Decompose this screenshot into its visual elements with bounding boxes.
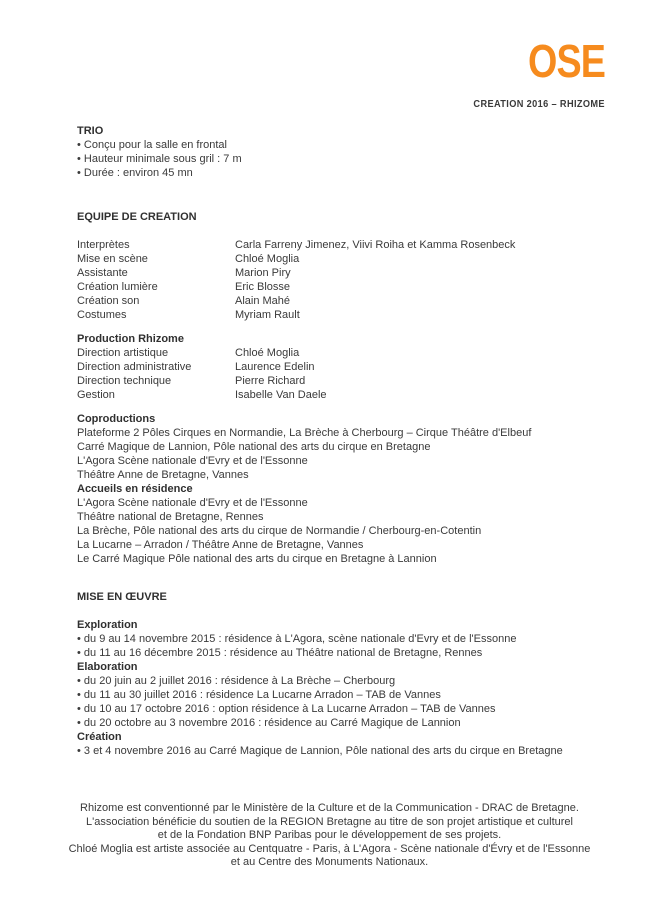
coproduction-line: Carré Magique de Lannion, Pôle national des arts du cirque en Bretagne	[77, 441, 431, 453]
credit-row	[77, 360, 619, 374]
accueil-line: L'Agora Scène nationale d'Evry et de l'Essonne	[77, 497, 308, 509]
credit-value: Pierre Richard	[235, 375, 306, 387]
footer-line: et de la Fondation BNP Paribas pour le développement de ses projets.	[157, 829, 502, 841]
schedule-bullet: • du 11 au 16 décembre 2015 : résidence au Théâtre national de Bretagne, Rennes	[77, 647, 483, 659]
accueil-line: Théâtre national de Bretagne, Rennes	[77, 511, 264, 523]
equipe-title: EQUIPE DE CREATION	[77, 211, 197, 223]
section-production-rhizome	[77, 332, 619, 402]
credit-row	[77, 346, 619, 360]
accueil-line: Le Carré Magique Pôle national des arts du cirque en Bretagne à Lannion	[77, 553, 437, 565]
header	[462, 36, 605, 110]
footer-credits	[20, 802, 639, 870]
credit-row	[77, 252, 619, 266]
credit-value: Chloé Moglia	[235, 347, 300, 359]
schedule-bullet: • du 20 octobre au 3 novembre 2016 : résidence au Carré Magique de Lannion	[77, 717, 461, 729]
coproduction-line: Théâtre Anne de Bretagne, Vannes	[77, 469, 249, 481]
trio-title: TRIO	[77, 125, 104, 137]
credit-label: Création son	[77, 295, 140, 307]
accueil-line: La Brèche, Pôle national des arts du cirque de Normandie / Cherbourg-en-Cotentin	[77, 525, 482, 537]
credit-value: Carla Farreny Jimenez, Viivi Roiha et Kamma Rosenbeck	[235, 239, 516, 251]
schedule-bullet: • du 11 au 30 juillet 2016 : résidence La Lucarne Arradon – TAB de Vannes	[77, 689, 441, 701]
accueils-title: Accueils en résidence	[77, 483, 193, 495]
coproduction-line: L'Agora Scène nationale d'Evry et de l'Essonne	[77, 455, 308, 467]
production-title: Production Rhizome	[77, 333, 184, 345]
credit-value: Marion Piry	[235, 267, 291, 279]
main-content	[77, 124, 619, 758]
schedule-bullet: • 3 et 4 novembre 2016 au Carré Magique de Lannion, Pôle national des arts du cirque en Bretagne	[77, 745, 563, 757]
credit-row	[77, 238, 619, 252]
subsection-creation	[77, 730, 619, 758]
section-mise-en-oeuvre	[77, 590, 619, 758]
elaboration-title: Elaboration	[77, 661, 138, 673]
trio-bullet: • Hauteur minimale sous gril : 7 m	[77, 153, 242, 165]
trio-bullet: • Durée : environ 45 mn	[77, 167, 193, 179]
credit-label: Direction technique	[77, 375, 172, 387]
subsection-exploration	[77, 618, 619, 660]
section-trio	[77, 124, 619, 180]
credit-value: Isabelle Van Daele	[235, 389, 327, 401]
section-coproductions	[77, 412, 619, 566]
credit-label: Création lumière	[77, 281, 158, 293]
schedule-bullet: • du 10 au 17 octobre 2016 : option résidence à La Lucarne Arradon – TAB de Vannes	[77, 703, 496, 715]
trio-bullet: • Conçu pour la salle en frontal	[77, 139, 227, 151]
credit-label: Mise en scène	[77, 253, 148, 265]
footer-line: et au Centre des Monuments Nationaux.	[230, 856, 429, 868]
coproductions-title: Coproductions	[77, 413, 156, 425]
footer-line: Chloé Moglia est artiste associée au Centquatre - Paris, à L'Agora - Scène nationale d'Évry et de l'Essonne	[68, 842, 591, 855]
credit-value: Laurence Edelin	[235, 361, 315, 373]
credit-row	[77, 388, 619, 402]
credit-value: Myriam Rault	[235, 309, 300, 321]
credit-label: Direction artistique	[77, 347, 169, 359]
schedule-bullet: • du 20 juin au 2 juillet 2016 : résidence à La Brèche – Cherbourg	[77, 675, 396, 687]
footer-line: L'association bénéficie du soutien de la REGION Bretagne au titre de son projet artistique et culturel	[86, 815, 573, 828]
exploration-title: Exploration	[77, 619, 138, 631]
credit-label: Direction administrative	[77, 361, 192, 373]
credit-row	[77, 280, 619, 294]
credit-value: Eric Blosse	[235, 281, 291, 293]
accueil-line: La Lucarne – Arradon / Théâtre Anne de Bretagne, Vannes	[77, 539, 364, 551]
credit-label: Gestion	[77, 389, 115, 401]
ose-logo: OSE	[527, 35, 605, 87]
section-equipe-de-creation	[77, 210, 619, 322]
credit-label: Assistante	[77, 267, 128, 279]
credit-row	[77, 308, 619, 322]
credit-label: Costumes	[77, 309, 127, 321]
credit-value: Alain Mahé	[235, 295, 291, 307]
credit-value: Chloé Moglia	[235, 253, 300, 265]
creation-title: Création	[77, 731, 122, 743]
credit-label: Interprètes	[77, 239, 130, 251]
credit-row	[77, 294, 619, 308]
schedule-bullet: • du 9 au 14 novembre 2015 : résidence à L'Agora, scène nationale d'Evry et de l'Essonne	[77, 633, 517, 645]
credit-row	[77, 374, 619, 388]
coproduction-line: Plateforme 2 Pôles Cirques en Normandie, La Brèche à Cherbourg – Cirque Théâtre d'Elbeuf	[77, 427, 532, 439]
footer-line: Rhizome est conventionné par le Ministère de la Culture et de la Communication - DRAC de Bretagne.	[80, 802, 579, 814]
creation-subtitle: CREATION 2016 – RHIZOME	[473, 99, 605, 110]
credit-row	[77, 266, 619, 280]
subsection-elaboration	[77, 660, 619, 730]
mise-en-oeuvre-title: MISE EN ŒUVRE	[77, 591, 167, 603]
